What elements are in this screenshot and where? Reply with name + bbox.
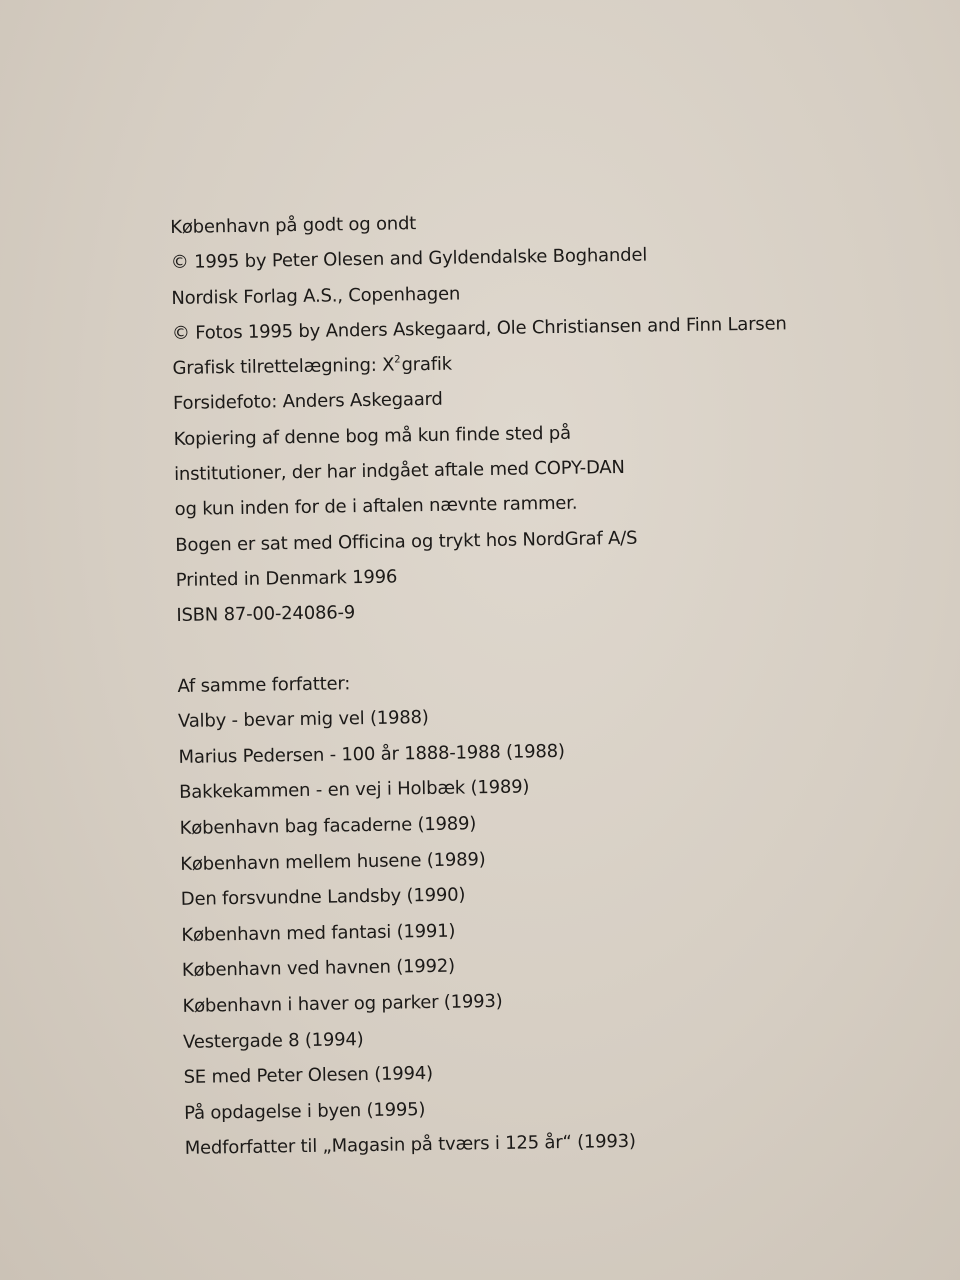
list-item: København mellem husene (1989) <box>180 848 486 875</box>
copyright-line: © 1995 by Peter Olesen and Gyldendalske Boghandel <box>170 244 648 274</box>
bibliography-list <box>177 657 905 1167</box>
list-item: Valby - bevar mig vel (1988) <box>177 707 429 733</box>
publisher-line: Nordisk Forlag A.S., Copenhagen <box>171 283 461 309</box>
photo-credits-line: © Fotos 1995 by Anders Askegaard, Ole Christiansen and Finn Larsen <box>171 313 787 344</box>
design-suffix: grafik <box>401 353 453 376</box>
list-item: København bag facaderne (1989) <box>179 813 477 839</box>
colophon-text <box>170 199 905 1167</box>
list-item: København med fantasi (1991) <box>181 920 456 946</box>
list-item: På opdagelse i byen (1995) <box>184 1098 426 1124</box>
isbn-line: ISBN 87-00-24086-9 <box>176 602 356 627</box>
list-item: Den forsvundne Landsby (1990) <box>180 884 466 911</box>
list-item: Medforfatter til „Magasin på tværs i 125 år“ (1993) <box>184 1131 636 1160</box>
typeset-line: Bogen er sat med Officina og trykt hos NordGraf A/S <box>175 527 638 556</box>
list-item: Bakkekammen - en vej i Holbæk (1989) <box>178 776 530 804</box>
copying-line-1: Kopiering af denne bog må kun finde sted på <box>173 422 572 450</box>
list-item: Marius Pedersen - 100 år 1888-1988 (1988) <box>178 740 565 768</box>
design-superscript: 2 <box>394 354 401 366</box>
list-item: København i haver og parker (1993) <box>182 990 503 1017</box>
bibliography-heading: Af samme forfatter: <box>177 672 351 697</box>
printed-line: Printed in Denmark 1996 <box>175 566 398 591</box>
list-item: København ved havnen (1992) <box>181 955 456 982</box>
list-item: SE med Peter Olesen (1994) <box>183 1063 434 1088</box>
cover-photo-line: Forsidefoto: Anders Askegaard <box>172 389 443 415</box>
list-item: Vestergade 8 (1994) <box>182 1028 364 1053</box>
copying-line-3: og kun inden for de i aftalen nævnte rammer. <box>174 493 578 521</box>
copying-line-2: institutioner, der har indgået aftale med COPY-DAN <box>173 456 625 486</box>
book-title: København på godt og ondt <box>170 213 417 238</box>
design-label: Grafisk tilrettelægning: X <box>172 354 395 380</box>
